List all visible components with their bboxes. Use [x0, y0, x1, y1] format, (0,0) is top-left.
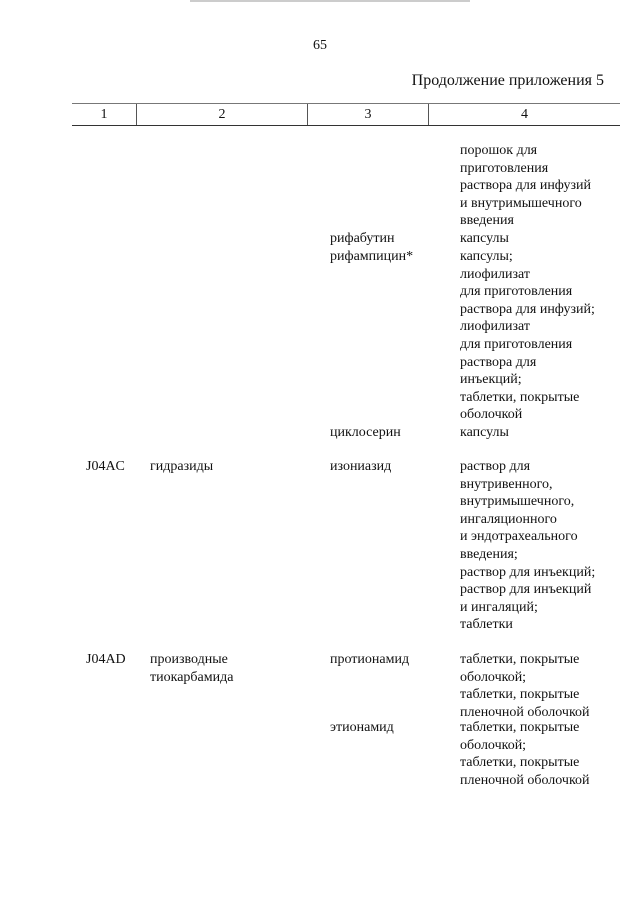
header-col-1: 1 [100, 107, 108, 122]
scan-artifact-line [190, 0, 470, 2]
table-row-drug: протионамид [330, 652, 410, 667]
table-row-forms: капсулы; лиофилизат для приготовления раствора для инфузий; лиофилизат для приготовления раствора для инъекций; таблетки, покрытые оболочкой [460, 249, 595, 423]
table-header [72, 103, 620, 126]
table-row-group: гидразиды [150, 459, 214, 474]
table-row-group: производные тиокарбамида [150, 652, 234, 685]
table-row-drug: этионамид [330, 720, 394, 735]
header-col-3: 3 [364, 107, 372, 122]
table-row-forms: порошок для приготовления раствора для инфузий и внутримышечного введения [460, 143, 592, 229]
table-row-drug: рифампицин* [330, 249, 414, 264]
table-row-forms: раствор для внутривенного, внутримышечного, ингаляционного и эндотрахеального введения; раствор для инъекций; раствор для инъекций и ингаляций; таблетки [460, 459, 596, 633]
page-number: 65 [313, 38, 327, 53]
table-row-drug: изониазид [330, 459, 392, 474]
table-row-drug: рифабутин [330, 231, 395, 246]
table-row-forms: таблетки, покрытые оболочкой; таблетки, покрытые пленочной оболочкой [460, 720, 590, 788]
table-row-forms: капсулы [460, 425, 509, 440]
table-row-drug: циклосерин [330, 425, 401, 440]
header-col-2: 2 [218, 107, 226, 122]
continuation-title: Продолжение приложения 5 [411, 72, 604, 89]
table-row-code: J04AC [86, 459, 125, 474]
table-row-code: J04AD [86, 652, 126, 667]
header-col-4: 4 [521, 107, 528, 122]
table-row-forms: таблетки, покрытые оболочкой; таблетки, покрытые пленочной оболочкой [460, 652, 590, 720]
table-row-forms: капсулы [460, 231, 509, 246]
